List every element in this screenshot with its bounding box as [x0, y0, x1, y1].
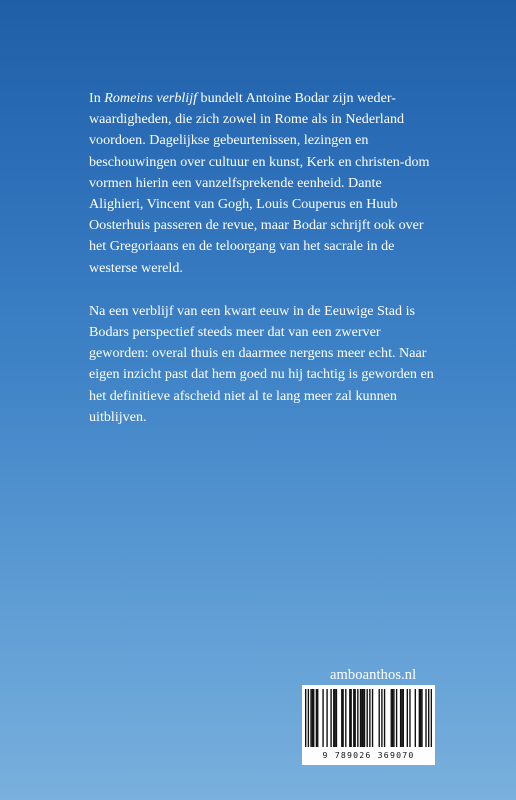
isbn-barcode	[302, 685, 435, 765]
barcode-bar	[308, 689, 309, 747]
barcode-bar	[345, 689, 346, 747]
barcode-bar	[401, 689, 402, 747]
barcode-bar	[428, 689, 429, 747]
barcode-bar	[349, 689, 350, 747]
paragraph-1-body: bundelt Antoine Bodar zijn weder-waardigheden, die zich zowel in Rome als in Nederland voordoen. Dagelijkse gebeurtenissen, lezingen en beschouwingen over cultuur en kunst, Kerk en christen-dom vormen hierin een vanzelfsprekende eenheid. Dante Alighieri, Vincent van Gogh, Louis Couperus en Huub Oosterhuis passeren de revue, maar Bodar schrijft ook over het Gregoriaans en de teloorgang van het sacrale in de westerse wereld.	[89, 90, 430, 276]
back-cover-blurb	[89, 88, 434, 428]
barcode-bar	[419, 689, 420, 747]
barcode-bar	[415, 689, 416, 747]
barcode-bars	[305, 689, 432, 747]
barcode-bar	[362, 689, 363, 747]
barcode-bar	[393, 689, 394, 747]
barcode-bar	[357, 689, 358, 747]
barcode-bar	[366, 689, 367, 747]
barcode-bar	[372, 689, 373, 747]
barcode-bar	[364, 689, 365, 747]
barcode-bar	[369, 689, 370, 747]
barcode-bar	[354, 689, 355, 747]
barcode-bar	[310, 689, 311, 747]
barcode-bar	[342, 689, 343, 747]
barcode-bar	[341, 689, 342, 747]
barcode-bar	[403, 689, 404, 747]
barcode-bar	[316, 689, 317, 747]
paragraph-1-lead: In	[89, 90, 105, 106]
barcode-bar	[431, 689, 432, 747]
barcode-bar	[333, 689, 334, 747]
book-title: Romeins verblijf	[104, 90, 198, 106]
barcode-bar	[384, 689, 385, 747]
barcode-bar	[420, 689, 421, 747]
barcode-bar	[322, 689, 323, 747]
barcode-bar	[400, 689, 401, 747]
barcode-bar	[317, 689, 318, 747]
barcode-bar	[313, 689, 314, 747]
barcode-bar	[350, 689, 351, 747]
barcode-bar	[381, 689, 382, 747]
barcode-bar	[305, 689, 306, 747]
publisher-website: amboanthos.nl	[330, 667, 417, 683]
barcode-bar	[391, 689, 392, 747]
barcode-bar	[312, 689, 313, 747]
barcode-bar	[360, 689, 361, 747]
barcode-bar	[330, 689, 331, 747]
barcode-bar	[392, 689, 393, 747]
barcode-bar	[425, 689, 426, 747]
barcode-bar	[334, 689, 335, 747]
barcode-bar	[379, 689, 380, 747]
barcode-bar	[326, 689, 327, 747]
barcode-bar	[396, 689, 397, 747]
barcode-bar	[409, 689, 410, 747]
barcode-bar	[336, 689, 337, 747]
blurb-paragraph-1	[89, 88, 434, 279]
barcode-bar	[421, 689, 422, 747]
blurb-paragraph-2: Na een verblijf van een kwart eeuw in de Eeuwige Stad is Bodars perspectief steeds meer dat van een zwerver geworden: overal thuis en daarmee nergens meer echt. Naar eigen inzicht past dat hem goed nu hij tachtig is geworden en het definitieve afscheid niet al te lang meer zal kunnen uitblijven.	[89, 302, 434, 425]
barcode-bar	[407, 689, 408, 747]
barcode-bar	[353, 689, 354, 747]
isbn-number: 9 789026 369070	[322, 750, 415, 760]
barcode-bar	[361, 689, 362, 747]
